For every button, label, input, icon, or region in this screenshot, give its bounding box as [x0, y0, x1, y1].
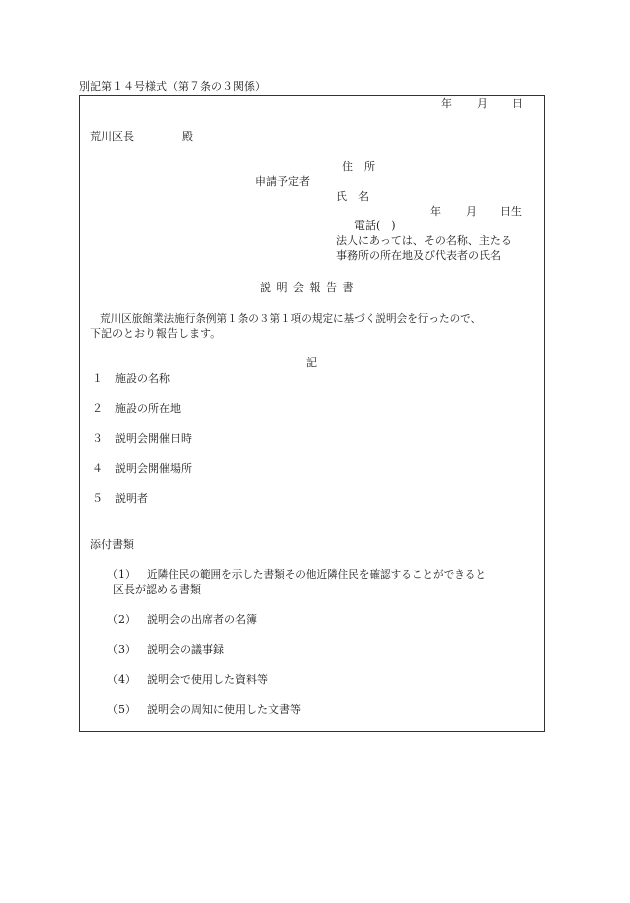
birth-month: 月 — [466, 205, 477, 218]
phone-label: 電話( ) — [354, 219, 396, 232]
attachment-number: （2） — [107, 613, 136, 626]
applicant-role: 申請予定者 — [255, 175, 310, 188]
item-number: ４ — [92, 462, 103, 475]
attachment-label: 説明会の議事録 — [147, 643, 224, 656]
item-number: １ — [92, 372, 103, 385]
item-label: 説明会開催場所 — [115, 462, 192, 475]
corp-note-line2: 事務所の所在地及び代表者の氏名 — [336, 249, 501, 262]
addressee-honorific: 殿 — [182, 130, 193, 143]
attachment-label-continued: 区長が認める書類 — [113, 583, 201, 596]
name-label: 氏 名 — [336, 190, 369, 203]
attachment-label: 説明会で使用した資料等 — [147, 673, 268, 686]
attachment-label: 説明会の周知に使用した文書等 — [147, 703, 301, 716]
address-label: 住 所 — [342, 160, 375, 173]
attachment-number: （5） — [107, 703, 136, 716]
date-day: 日 — [512, 97, 523, 110]
item-number: ２ — [92, 402, 103, 415]
birth-year: 年 — [430, 205, 441, 218]
item-number: ５ — [92, 492, 103, 505]
birth-day: 日生 — [500, 205, 522, 218]
corp-note-line1: 法人にあっては、その名称、主たる — [336, 234, 512, 247]
attachments-heading: 添付書類 — [90, 538, 134, 551]
document-title: 説 明 会 報 告 書 — [260, 281, 355, 294]
item-label: 施設の名称 — [115, 372, 170, 385]
attachment-label: 近隣住民の範囲を示した書類その他近隣住民を確認することができると — [147, 569, 486, 581]
ki-marker: 記 — [306, 356, 317, 369]
body-line1: 荒川区旅館業法施行条例第１条の３第１項の規定に基づく説明会を行ったので、 — [100, 313, 482, 325]
attachment-number: （3） — [107, 643, 136, 656]
attachment-number: （1） — [107, 568, 136, 581]
body-line2: 下記のとおり報告します。 — [90, 327, 222, 340]
date-year: 年 — [441, 97, 452, 110]
date-month: 月 — [477, 97, 488, 110]
item-label: 施設の所在地 — [115, 402, 181, 415]
attachment-number: （4） — [107, 673, 136, 686]
item-label: 説明者 — [115, 492, 148, 505]
form-label: 別記第１４号様式（第７条の３関係） — [79, 80, 266, 93]
attachment-label: 説明会の出席者の名簿 — [147, 613, 257, 626]
item-number: ３ — [92, 432, 103, 445]
item-label: 説明会開催日時 — [115, 432, 192, 445]
addressee-name: 荒川区長 — [90, 130, 134, 143]
